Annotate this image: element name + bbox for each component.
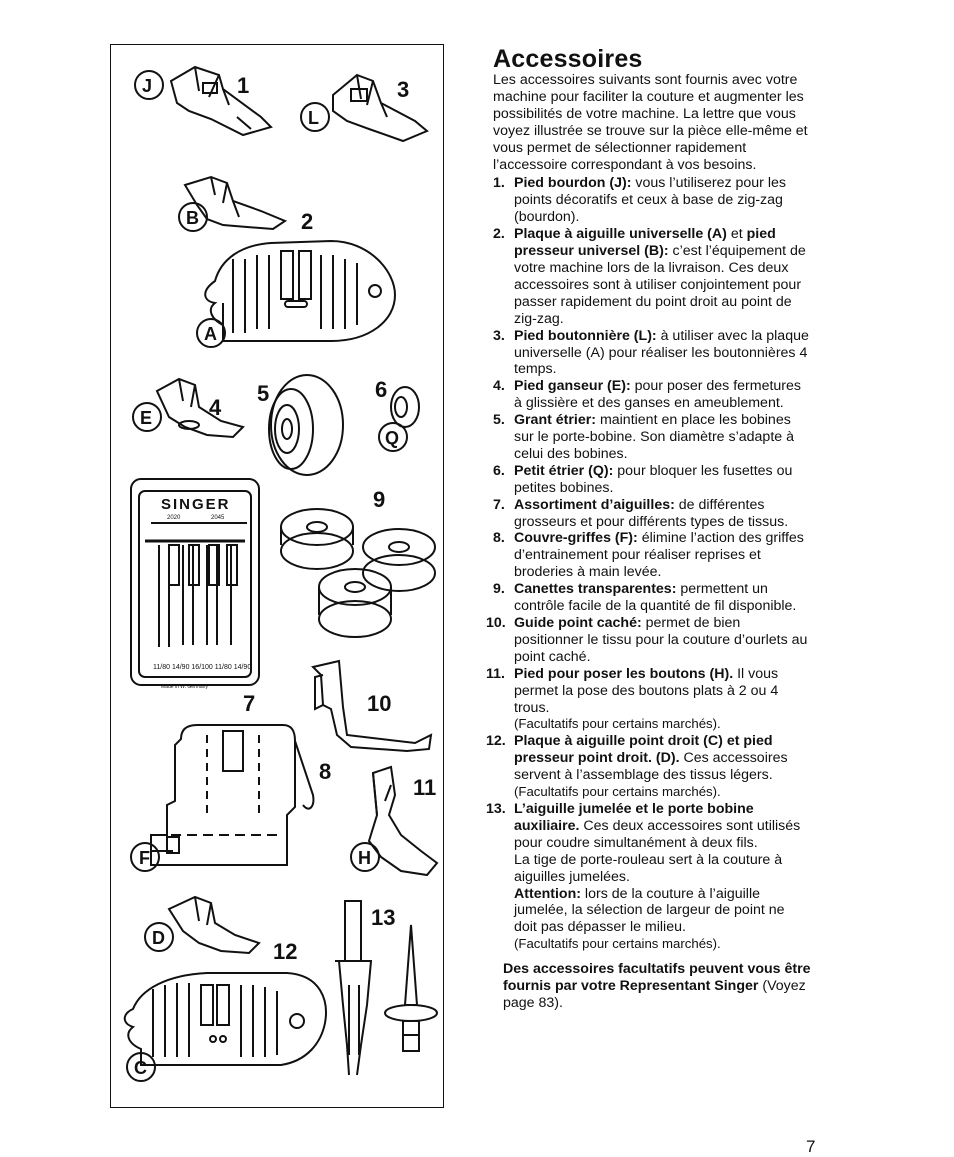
twin-needle-drawing	[335, 901, 371, 1075]
item-term: Pied pour poser les boutons (H).	[514, 665, 734, 682]
list-item	[493, 581, 811, 615]
page-number: 7	[806, 1137, 816, 1156]
item-term: Guide point caché:	[514, 615, 642, 631]
label-number-1: 1	[237, 73, 250, 98]
item-number: 6.	[493, 462, 505, 479]
accessories-list	[486, 175, 811, 953]
intro-paragraph: Les accessoires suivants sont fournis avec votre machine pour faciliter la couture et augmenter les possibilités de votre machine. La lettre que vous voyez illustrée se trouve sur la pièce elle-même et vous permet de sélectionner rapidement l’accessoire correspondant à vos besoins.	[493, 72, 808, 173]
list-item	[493, 497, 811, 531]
item-note: (Facultatifs pour certains marchés).	[514, 784, 721, 800]
label-letter-Q: Q	[385, 428, 400, 448]
item-number: 10.	[486, 615, 506, 631]
needle-plate-A-drawing	[197, 241, 395, 347]
item-number: 7.	[493, 496, 505, 513]
item-extra: La tige de porte-rouleau sert à la couture à aiguilles jumelées.	[514, 851, 783, 885]
label-letter-A: A	[204, 324, 217, 344]
feed-cover-F-drawing	[131, 725, 313, 871]
label-number-13: 13	[371, 905, 396, 930]
label-number-6: 6	[375, 377, 388, 402]
label-number-9: 9	[373, 487, 386, 512]
needle-pack-brand: SINGER	[161, 496, 231, 513]
item-number: 2.	[493, 226, 505, 243]
accessories-text-column	[486, 45, 811, 1012]
item-number: 8.	[493, 530, 505, 547]
needle-pack-code-right: 2045	[211, 515, 225, 521]
label-letter-J: J	[142, 76, 153, 96]
needle-pack-code-left: 2020	[167, 515, 181, 521]
optional-accessories-bold: Des accessoires facultatifs peuvent vous être fournis par votre Representant Singer	[503, 961, 811, 995]
needle-plate-C-drawing	[125, 973, 326, 1081]
item-desc: à utiliser avec la plaque universelle (A) pour réaliser les boutonnières 4 temps.	[514, 327, 809, 378]
presser-foot-J-drawing	[135, 67, 271, 135]
item-desc: Ces accessoires servent à l’assemblage des tissus légers.	[514, 750, 788, 784]
item-term: Plaque à aiguille point droit (C) et pied presseur point droit. (D).	[514, 733, 773, 767]
item-term: Canettes transparentes:	[514, 581, 677, 598]
see-page-reference: (Voyez page 83).	[503, 978, 806, 1011]
optional-accessories-note	[503, 961, 811, 1012]
list-item	[486, 733, 811, 801]
item-desc: Il vous permet la pose des boutons plats à 2 ou 4 trous.	[514, 665, 779, 716]
list-item	[486, 615, 811, 666]
list-item	[493, 463, 811, 497]
item-note: (Facultatifs pour certains marchés).	[514, 936, 721, 952]
item-conjunction: et	[726, 226, 747, 243]
item-term: pied presseur universel (B):	[514, 226, 776, 260]
item-term: Grant étrier:	[514, 412, 596, 429]
label-number-8: 8	[319, 759, 332, 784]
label-letter-D: D	[152, 928, 165, 948]
auxiliary-spool-pin-drawing	[385, 925, 437, 1051]
bobbins-drawing	[281, 509, 435, 637]
label-number-10: 10	[367, 691, 392, 716]
list-item	[493, 412, 811, 463]
label-number-3: 3	[397, 77, 410, 102]
needle-pack-made-in: Made in W. Germany	[161, 684, 208, 690]
item-desc: maintient en place les bobines sur le porte-bobine. Son diamètre s’adapte à celui des bobines.	[514, 412, 794, 462]
attention-text: lors de la couture à l’aiguille jumelée, la sélection de largeur de point ne doit pas dépasser le milieu.	[514, 885, 785, 936]
accessories-illustration-panel	[110, 44, 444, 1108]
item-desc: élimine l’action des griffes d’entrainement pour réaliser reprises et broderies à main levée.	[514, 530, 804, 581]
label-number-12: 12	[273, 939, 298, 964]
item-number: 5.	[493, 412, 505, 429]
list-item	[493, 175, 811, 226]
label-letter-C: C	[134, 1058, 147, 1078]
item-number: 12.	[486, 733, 506, 750]
label-number-11: 11	[413, 775, 437, 800]
accessories-drawing	[111, 45, 445, 1109]
item-desc: permet de bien positionner le tissu pour la couture d’ourlets au point caché.	[514, 615, 808, 665]
item-term: Pied bourdon (J):	[514, 175, 632, 192]
page-title: Accessoires	[493, 45, 643, 73]
list-item	[493, 226, 811, 327]
list-item	[486, 665, 811, 734]
item-term: Pied boutonnière (L):	[514, 327, 657, 344]
item-desc: pour poser des fermetures à glissière et des ganses en ameublement.	[514, 378, 802, 412]
item-desc: vous l’utiliserez pour les points décoratifs et ceux à base de zig-zag (bourdon).	[514, 175, 786, 226]
item-note: (Facultatifs pour certains marchés).	[514, 716, 721, 732]
item-number: 1.	[493, 175, 505, 192]
item-desc: de différentes grosseurs et pour différents types de tissus.	[514, 496, 789, 530]
item-term: L’aiguille jumelée et le porte bobine auxiliaire.	[514, 800, 754, 834]
list-item	[493, 328, 811, 379]
needle-pack-sizes: 11/80 14/90 16/100 11/80 14/90	[153, 664, 252, 671]
item-number: 4.	[493, 378, 505, 395]
label-letter-E: E	[140, 408, 153, 428]
attention-label: Attention:	[514, 885, 581, 902]
item-term: Assortiment d’aiguilles:	[514, 496, 675, 513]
item-desc: c’est l’équipement de votre machine lors de la livraison. Ces deux accessoires sont à utiliser conjointement pour passer rapidement du point droit au point de zig-zag.	[514, 243, 806, 327]
label-letter-L: L	[308, 108, 319, 128]
item-term: Pied ganseur (E):	[514, 378, 631, 395]
item-term: Petit étrier (Q):	[514, 462, 614, 479]
spool-cap-large-drawing	[269, 375, 343, 475]
item-number: 3.	[493, 327, 505, 344]
label-number-5: 5	[257, 381, 270, 406]
label-number-2: 2	[301, 209, 314, 234]
label-number-7: 7	[243, 691, 256, 716]
item-desc: Ces deux accessoires sont utilisés pour coudre simultanément à deux fils.	[514, 817, 801, 851]
item-number: 11.	[486, 665, 505, 682]
list-item	[486, 800, 811, 953]
list-item	[493, 530, 811, 581]
list-item	[493, 378, 811, 412]
label-letter-F: F	[139, 848, 150, 868]
item-term: Couvre-griffes (F):	[514, 530, 638, 547]
label-number-4: 4	[209, 395, 222, 420]
label-letter-H: H	[358, 848, 371, 868]
item-number: 9.	[493, 581, 505, 598]
label-letter-B: B	[186, 208, 199, 228]
item-number: 13.	[486, 800, 506, 817]
item-desc: pour bloquer les fusettes ou petites bobines.	[514, 462, 793, 496]
item-term: Plaque à aiguille universelle (A)	[514, 226, 727, 243]
item-desc: permettent un contrôle facile de la quantité de fil disponible.	[514, 581, 797, 615]
